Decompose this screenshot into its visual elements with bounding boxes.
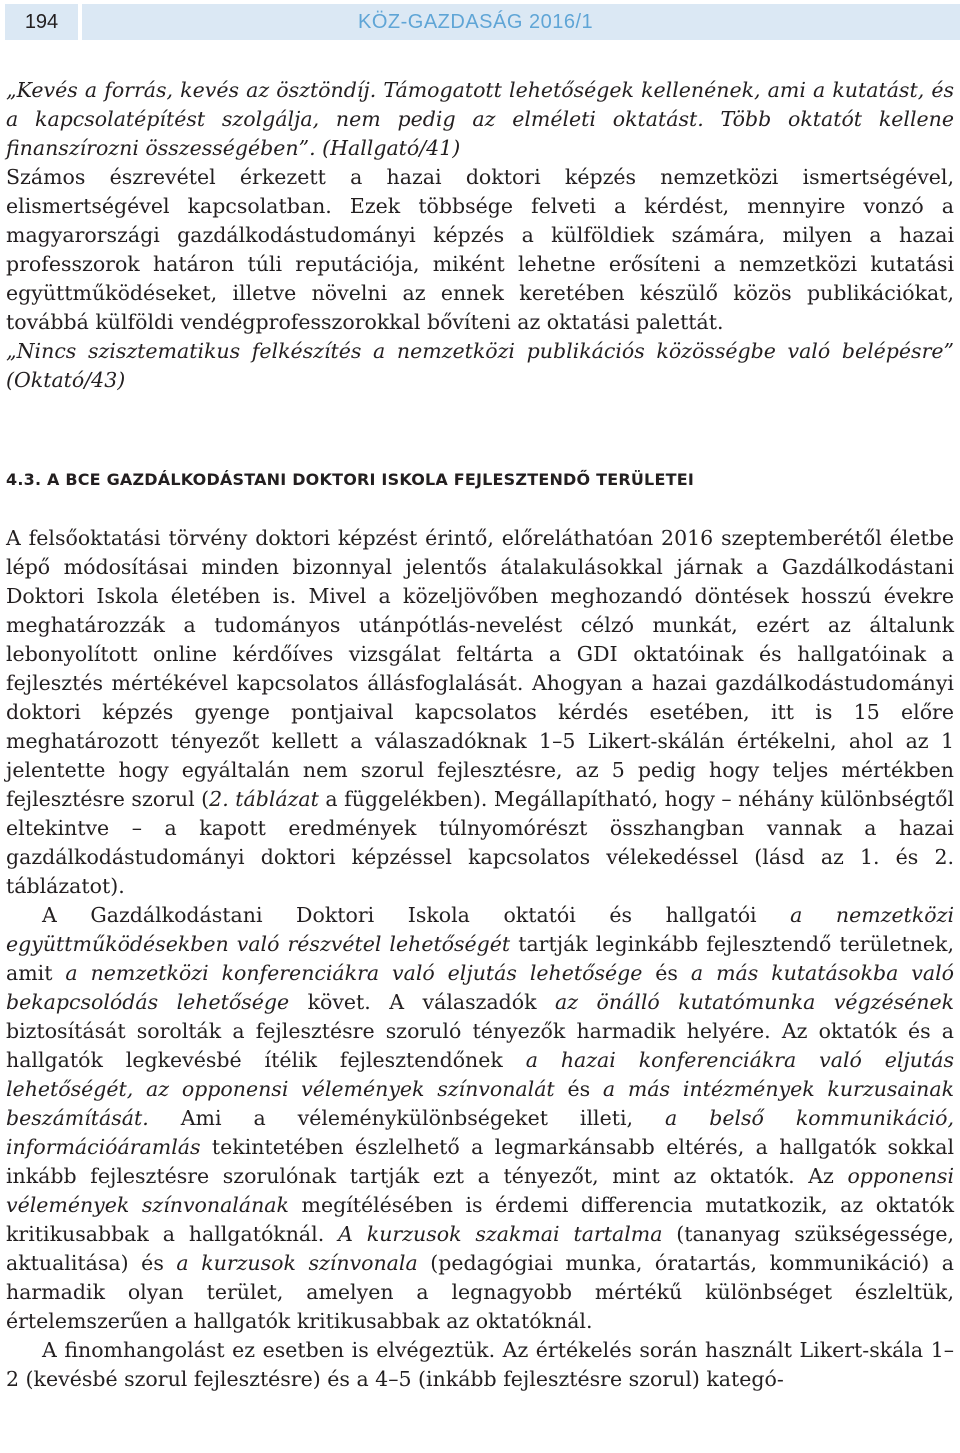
p1-table-ref: 2. táblázat — [209, 787, 319, 811]
p2-text: biztosítását sorolták a fejlesztésre szoruló tényezők harmadik helyére. Az oktatók és a hallgatók legkevésbé ítélik fejlesztendőnek — [6, 1019, 954, 1072]
journal-title: KÖZ-GAZDASÁG 2016/1 — [82, 4, 960, 40]
p2-emphasis: A kurzusok szakmai tartalma — [338, 1222, 663, 1246]
paragraph-1 — [6, 524, 954, 901]
quote-teacher: „Nincs szisztematikus felkészítés a nemzetközi publikációs közösségbe való belépésre” (Oktató/43) — [6, 339, 954, 392]
quote-student: „Kevés a forrás, kevés az ösztöndíj. Támogatott lehetőségek kellenének, ami a kutatást, és a kapcsolatépítést szolgálja, nem pedig az elméleti oktatást. Több oktatót kellene finanszírozni összességében”. (Hallgató/41) — [6, 78, 954, 160]
p2-text: Ami a véleménykülönbségeket illeti, — [148, 1106, 666, 1130]
p2-emphasis: a belső kommunikáció, információáramlás — [6, 1106, 954, 1159]
p2-text: megítélésében is érdemi differencia mutatkozik, az oktatók kritikusabbak a hallgatóknál. — [6, 1193, 954, 1246]
p2-text: (tananyag szükségessége, aktualitása) és — [6, 1222, 955, 1275]
p2-emphasis: a hazai konferenciákra való eljutás lehetőségét, az opponensi vélemények színvonalát — [6, 1048, 954, 1101]
p2-text: és — [554, 1077, 603, 1101]
p2-text: tekintetében észlelhető a legmarkánsabb eltérés, a hallgatók sokkal inkább fejlesztésre szorulónak tartják ezt a tényezőt, mint az oktatók. Az — [6, 1135, 954, 1188]
page-number: 194 — [5, 4, 78, 40]
p2-text: (pedagógiai munka, óratartás, kommunikáció) a harmadik olyan terület, amelyen a legnagyobb mértékű különbséget észleltük, értelemszerűen a hallgatók kritikusabbak az oktatóknál. — [6, 1251, 954, 1333]
paragraph-international: Számos észrevétel érkezett a hazai doktori képzés nemzetközi ismertségével, elismertségével kapcsolatban. Ezek többsége felveti a kérdést, mennyire vonzó a magyarországi gazdálkodástudományi képzés a külföldiek számára, milyen a hazai professzorok határon túli reputációja, miként lehetne erősíteni a nemzetközi kutatási együttműködéseket, illetve növelni az ennek keretében készülő közös publikációkat, továbbá külföldi vendégprofesszorokkal bővíteni az oktatási palettát. — [6, 165, 954, 334]
section-heading: 4.3. A BCE GAZDÁLKODÁSTANI DOKTORI ISKOLA FEJLESZTENDŐ TERÜLETEI — [6, 470, 694, 489]
p2-emphasis: a más kutatásokba való bekapcsolódás lehetősége — [6, 961, 955, 1014]
paragraph-2 — [6, 901, 954, 1336]
p2-emphasis: a kurzusok színvonala — [176, 1251, 418, 1275]
p1-text-b: a függelékben). Megállapítható, hogy – néhány különbségtől eltekintve – a kapott eredmények túlnyomórészt összhangban vannak a hazai gazdálkodástudományi doktori képzéssel kapcsolatos vélekedéssel (lásd az 1. és 2. táblázatot). — [6, 787, 955, 898]
p2-emphasis: a nemzetközi együttműködésekben való részvétel lehetőségét — [6, 903, 954, 956]
intro-block — [6, 76, 954, 395]
p2-emphasis: opponensi vélemények színvonalának — [6, 1164, 954, 1217]
p2-text: és — [642, 961, 691, 985]
p1-text-a: A felsőoktatási törvény doktori képzést érintő, előreláthatóan 2016 szeptemberétől életbe lépő módosításai minden bizonnyal jelentős átalakulásokkal járnak a Gazdálkodástani Doktori Iskola életében is. Mivel a közeljövőben meghozandó döntések hosszú évekre meghatározzák a tudományos utánpótlás-nevelést célzó munkát, ezért az általunk lebonyolított online kérdőíves vizsgálat feltárta a GDI oktatóinak és hallgatóinak a fejlesztés mértékével kapcsolatos állásfoglalását. Ahogyan a hazai gazdálkodástudományi doktori képzés gyenge pontjaival kapcsolatos kérdés esetében, itt is 15 előre meghatározott tényezőt kellett a válaszadóknak 1–5 Likert-skálán értékelni, ahol az 1 jelentette hogy egyáltalán nem szorul fejlesztésre, az 5 pedig hogy teljes mértékben fejlesztésre szorul ( — [6, 526, 954, 811]
body-text — [6, 524, 954, 1394]
p2-emphasis: a nemzetközi konferenciákra való eljutás lehetősége — [65, 961, 643, 985]
paragraph-3: A finomhangolást ez esetben is elvégeztük. Az értékelés során használt Likert-skála 1–2 (kevésbé szorul fejlesztésre) és a 4–5 (inkább fejlesztésre szorul) kategó- — [6, 1338, 954, 1391]
p2-emphasis: a más intézmények kurzusainak beszámítását. — [6, 1077, 954, 1130]
p2-text: tartják leginkább fejlesztendő területnek, amit — [6, 932, 954, 985]
page-header — [0, 0, 960, 40]
p2-text: követ. A válaszadók — [289, 990, 556, 1014]
p2-text: A Gazdálkodástani Doktori Iskola oktatói és hallgatói — [42, 903, 791, 927]
p2-emphasis: az önálló kutatómunka végzésének — [555, 990, 955, 1014]
